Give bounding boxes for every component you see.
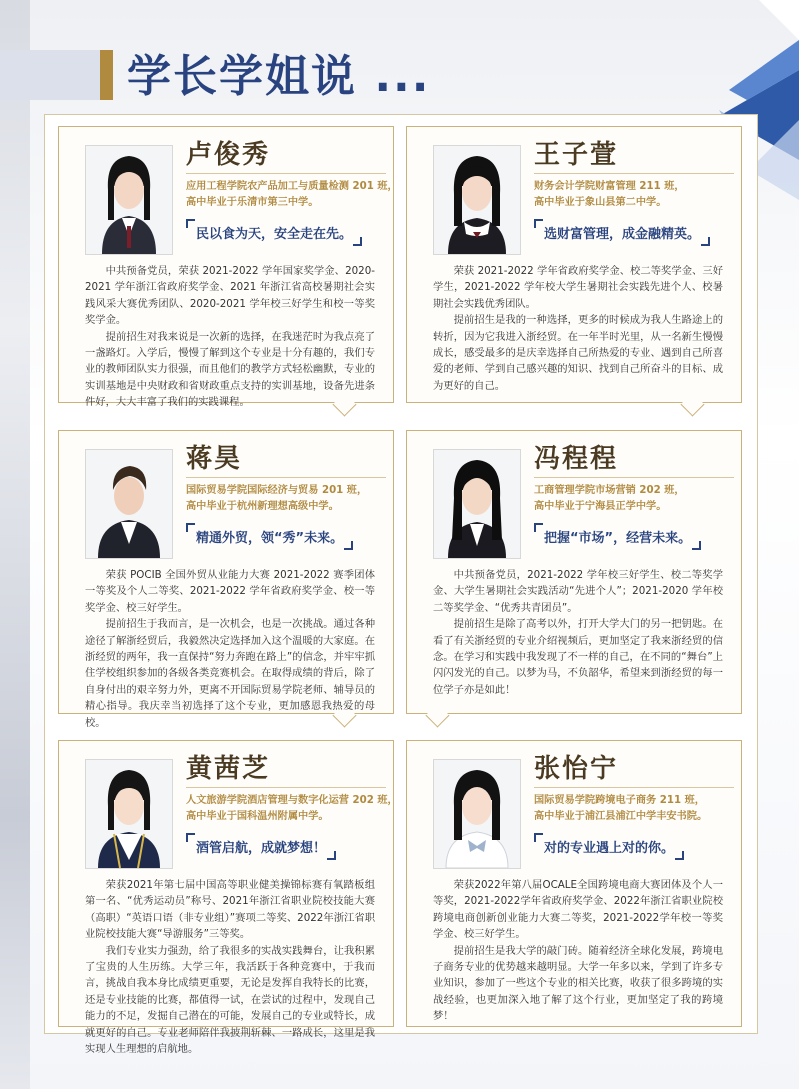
student-testimonial [85,877,375,1057]
student-quote: 选财富管理，成金融精英。 [534,219,710,246]
student-name: 冯程程 [534,444,619,474]
awards-paragraph: 中共预备党员，2021-2022 学年校三好学生、校二等奖学金、大学生暑期社会实践活动“先进个人”；2021-2020 学年校二等奖学金、“优秀共青团员”。 [433,569,723,614]
student-testimonial [433,567,723,698]
testimonial-paragraph: 提前招生对我来说是一次新的选择，在我迷茫时为我点亮了一盏路灯。入学后，慢慢了解到这个专业是十分有趣的，我们专业的教师团队实力很强，而且他们的教学方式轻松幽默，专业的实训基地是中央财政和省财政重点支持的实训基地，设备先进条件好，大大丰富了我们的实践课程。 [85,330,375,409]
student-photo [85,145,173,255]
school-line: 高中毕业于宁海县正学中学。 [534,501,667,512]
student-card [58,126,398,409]
awards-paragraph: 中共预备党员，荣获 2021-2022 学年国家奖学金、2020-2021 学年浙江省政府奖学金、2021 年浙江省高校暑期社会实践风采大赛优秀团队、2020-2021 学年校三好学生和校一等奖奖学金。 [85,265,375,327]
major-line: 国际贸易学院国际经济与贸易 201 班， [186,485,368,496]
name-divider [534,173,734,174]
student-photo [433,145,521,255]
major-line: 应用工程学院农产品加工与质量检测 201 班， [186,181,398,192]
student-name: 王子萱 [534,140,619,170]
testimonial-paragraph: 提前招生是我大学的敲门砖。随着经济全球化发展，跨境电子商务专业的优势越来越明显。大学一年多以来，学到了许多专业知识，参加了一些这个专业的相关比赛，收获了很多跨境的实战经验，也更加深入地了解了这个行业，更加坚定了我的跨境梦！ [433,944,723,1023]
title-gold-bar [100,50,113,100]
student-major [186,179,396,211]
student-photo [433,759,521,869]
school-line: 高中毕业于浦江县浦江中学丰安书院。 [534,811,708,822]
student-name: 张怡宁 [534,754,619,784]
student-major [534,179,744,211]
testimonial-paragraph: 提前招生是除了高考以外，打开大学大门的另一把钥匙。在看了有关浙经贸的专业介绍视频后，更加坚定了我来浙经贸的信念。在学习和实践中我发现了不一样的自己，在不同的“舞台”上闪闪发光的自己。以梦为马，不负韶华，希望来到浙经贸的每一位学子亦是如此！ [433,618,723,696]
student-quote: 精通外贸，领“秀”未来。 [186,523,353,550]
awards-paragraph: 荣获2021年第七届中国高等职业健美操锦标赛有氧踏板组第一名、“优秀运动员”称号、2021年浙江省职业院校技能大赛（高职）“英语口语（非专业组）”赛项二等奖、2022年浙江省职业院校技能大赛“导游服务”三等奖。 [85,879,375,941]
major-line: 人文旅游学院酒店管理与数字化运营 202 班， [186,795,398,806]
testimonial-paragraph: 提前招生于我而言，是一次机会，也是一次挑战。通过各种途径了解浙经贸后，我毅然决定选择加入这个温暖的大家庭。在浙经贸的两年，我一直保持“努力奔跑在路上”的信念，并牢牢抓住学校组织参加的各级各类竞赛机会。在取得成绩的背后，除了自身付出的艰辛努力外，更离不开国际贸易学院老师、辅导员的精心指导。我庆幸当初选择了这个专业，更加感恩我热爱的母校。 [85,618,375,729]
school-line: 高中毕业于国科温州附属中学。 [186,811,329,822]
school-line: 高中毕业于象山县第二中学。 [534,197,667,208]
awards-paragraph: 荣获 2021-2022 学年省政府奖学金、校二等奖学金、三好学生，2021-2022 学年校大学生暑期社会实践先进个人、校暑期社会实践优秀团队。 [433,265,723,310]
student-testimonial [433,877,723,1025]
student-card [406,740,742,1027]
student-card [58,430,394,729]
student-name: 蒋昊 [186,444,243,474]
student-name: 黄茜芝 [186,754,271,784]
student-card [406,430,742,714]
major-line: 财务会计学院财富管理 211 班， [534,181,685,192]
student-major [534,483,744,515]
student-major [534,793,744,825]
student-testimonial [433,263,723,394]
student-major [186,483,396,515]
testimonial-paragraph: 提前招生是我的一种选择，更多的时候成为我人生路途上的转折，因为它我进入浙经贸。在一年半时光里，从一名新生慢慢成长，感受最多的是庆幸选择自己所热爱的专业、遇到自己所喜爱的老师、学到自己感兴趣的知识、找到自己所奋斗的目标、成为更好的自己。 [433,314,723,392]
major-line: 工商管理学院市场营销 202 班， [534,485,685,496]
student-name: 卢俊秀 [186,140,271,170]
student-quote: 民以食为天，安全走在先。 [186,219,362,246]
page-title: 学长学姐说 ... [127,51,431,102]
name-divider [186,787,386,788]
school-line: 高中毕业于杭州新理想高级中学。 [186,501,339,512]
student-quote: 对的专业遇上对的你。 [534,833,684,860]
name-divider [186,477,386,478]
student-major [186,793,396,825]
student-photo [433,449,521,559]
major-line: 国际贸易学院跨境电子商务 211 班， [534,795,705,806]
student-photo [85,759,173,869]
student-quote: 把握“市场”，经营未来。 [534,523,701,550]
school-line: 高中毕业于乐清市第三中学。 [186,197,319,208]
awards-paragraph: 荣获 POCIB 全国外贸从业能力大赛 2021-2022 赛季团体一等奖及个人二等奖、2021-2022 学年省政府奖学金、校一等奖学金、校三好学生。 [85,569,375,614]
awards-paragraph: 荣获2022年第八届OCALE全国跨境电商大赛团体及个人一等奖，2021-2022学年省政府奖学金、2022年浙江省职业院校跨境电商创新创业能力大赛二等奖，2021-2022学年校一等奖学金、校三好学生。 [433,879,723,941]
student-quote: 酒管启航，成就梦想！ [186,833,336,860]
name-divider [186,173,386,174]
title-accent-bar [0,50,112,100]
name-divider [534,477,734,478]
student-testimonial [85,263,375,411]
testimonial-paragraph: 我们专业实力强劲，给了我很多的实战实践舞台，让我积累了宝贵的人生历练。大学三年，我活跃于各种竞赛中，于我而言，挑战自我本身比成绩更重要，无论是发挥自我特长的比赛，还是专业技能的比赛，都值得一试，在尝试的过程中，发现自己能力的不足，发掘自己潜在的可能，发展自己的专业或特长，成就更好的自己。专业老师陪伴我披荆斩棘、一路成长，这里是我实现人生理想的启航地。 [85,944,375,1056]
name-divider [534,787,734,788]
student-card [406,126,742,403]
student-testimonial [85,567,375,731]
student-photo [85,449,173,559]
student-card [58,740,398,1056]
left-photo-strip [0,0,30,1089]
